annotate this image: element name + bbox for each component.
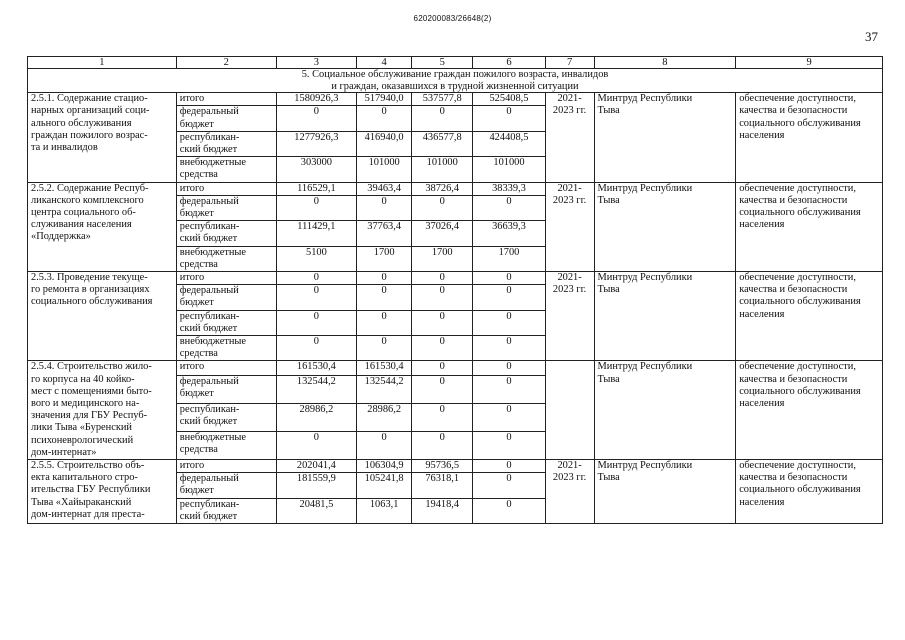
amount-cell: 161530,4 (357, 361, 412, 376)
funding-source (176, 376, 276, 404)
period-line: 2023 гг. (552, 194, 587, 206)
amount-cell: 0 (473, 376, 545, 404)
result-line: населения (739, 129, 785, 141)
funding-source-line: бюджет (179, 208, 214, 220)
column-number: 6 (473, 57, 545, 69)
description-line: нарных организаций соци- (31, 105, 150, 117)
period-line: 2023 гг. (552, 284, 587, 296)
executor-line: Тыва (597, 105, 620, 117)
funding-source (176, 336, 276, 361)
funding-source-line: бюджет (179, 118, 214, 130)
description-line: мест с помещениями быто- (31, 385, 152, 397)
funding-source-line: федеральный (179, 285, 239, 297)
column-number: 5 (412, 57, 473, 69)
description-line: екта капитального стро- (31, 472, 138, 484)
result-line: обеспечение доступности, (739, 272, 856, 284)
description-line: ликанского комплексного (31, 194, 144, 206)
program-table (27, 56, 883, 524)
funding-source (176, 460, 276, 473)
amount-cell: 37026,4 (412, 221, 473, 246)
column-number: 1 (28, 57, 177, 69)
description-line: та и инвалидов (31, 142, 98, 153)
funding-source (176, 432, 276, 460)
measure-description (28, 272, 177, 361)
amount-cell: 132544,2 (276, 376, 357, 404)
funding-source (176, 285, 276, 310)
period (545, 460, 594, 524)
amount-cell: 76318,1 (412, 473, 473, 498)
executor (594, 272, 736, 361)
amount-cell: 1700 (357, 246, 412, 271)
measure-description (28, 182, 177, 271)
amount-cell: 424408,5 (473, 131, 545, 156)
executor-line: Минтруд Республики (597, 182, 693, 194)
funding-source-line: бюджет (179, 297, 214, 309)
executor-line: Тыва (597, 284, 620, 296)
result-line: обеспечение доступности, (739, 182, 856, 194)
result-line: социального обслуживания (739, 117, 861, 129)
amount-cell: 0 (473, 272, 545, 285)
table-row (28, 361, 883, 376)
description-line: Тыва «Хайыраканский (31, 496, 132, 508)
period (545, 272, 594, 361)
funding-source (176, 195, 276, 220)
amount-cell: 0 (276, 195, 357, 220)
expected-result (736, 93, 883, 182)
funding-source (176, 361, 276, 376)
executor-line: Тыва (597, 472, 620, 484)
amount-cell: 0 (412, 336, 473, 361)
description-line: психоневрологический (31, 434, 134, 446)
result-line: населения (739, 219, 785, 231)
funding-source-line: итого (179, 93, 205, 105)
amount-cell: 0 (473, 498, 545, 523)
amount-cell: 38726,4 (412, 182, 473, 195)
amount-cell: 0 (412, 310, 473, 335)
description-line: ального обслуживания (31, 117, 132, 129)
amount-cell: 0 (276, 336, 357, 361)
funding-source-line: ский бюджет (179, 233, 238, 245)
period (545, 361, 594, 460)
funding-source-line: бюджет (179, 485, 214, 497)
funding-source-line: ский бюджет (179, 144, 238, 155)
amount-cell: 1580926,3 (276, 93, 357, 106)
description-line: 2.5.1. Содержание стацио- (31, 93, 148, 105)
amount-cell: 111429,1 (276, 221, 357, 246)
amount-cell: 0 (357, 195, 412, 220)
description-line: 2.5.3. Проведение текуще- (31, 272, 148, 284)
result-line: населения (739, 398, 785, 410)
funding-source (176, 404, 276, 432)
funding-source (176, 473, 276, 498)
amount-cell: 5100 (276, 246, 357, 271)
amount-cell: 303000 (276, 157, 357, 182)
amount-cell: 132544,2 (357, 376, 412, 404)
result-line: качества и безопасности (739, 373, 848, 385)
amount-cell: 1700 (412, 246, 473, 271)
funding-source-line: федеральный (179, 376, 239, 387)
description-line: социального обслуживания (31, 296, 153, 308)
column-number: 7 (545, 57, 594, 69)
amount-cell: 0 (473, 361, 545, 376)
description-line: 2.5.4. Строительство жило- (31, 361, 152, 373)
funding-source-line: республикан- (179, 498, 240, 510)
amount-cell: 101000 (357, 157, 412, 182)
description-line: значения для ГБУ Респуб- (31, 410, 148, 422)
funding-source (176, 157, 276, 182)
measure-description (28, 93, 177, 182)
amount-cell: 0 (357, 310, 412, 335)
period-line: 2021- (557, 272, 582, 284)
funding-source (176, 131, 276, 156)
expected-result (736, 460, 883, 524)
section-title (28, 69, 883, 93)
amount-cell: 0 (412, 376, 473, 404)
funding-source-line: внебюджетные (179, 432, 247, 444)
amount-cell: 1700 (473, 246, 545, 271)
executor-line: Минтруд Республики (597, 93, 693, 105)
executor-line: Минтруд Республики (597, 460, 693, 472)
funding-source-line: ский бюджет (179, 322, 238, 334)
funding-source-line: республикан- (179, 310, 240, 322)
funding-source-line: ский бюджет (179, 510, 238, 522)
executor-line: Тыва (597, 373, 620, 385)
description-line: центра социального об- (31, 207, 136, 219)
amount-cell: 39463,4 (357, 182, 412, 195)
funding-source-line: ский бюджет (179, 416, 238, 428)
result-line: качества и безопасности (739, 472, 848, 484)
amount-cell: 0 (473, 336, 545, 361)
amount-cell: 28986,2 (357, 404, 412, 432)
amount-cell: 36639,3 (473, 221, 545, 246)
funding-source (176, 246, 276, 271)
table-row (28, 93, 883, 106)
amount-cell: 0 (276, 432, 357, 460)
description-line: вого и медицинского на- (31, 398, 140, 410)
funding-source (176, 221, 276, 246)
column-number: 4 (357, 57, 412, 69)
amount-cell: 0 (276, 310, 357, 335)
executor-line: Тыва (597, 194, 620, 206)
amount-cell: 28986,2 (276, 404, 357, 432)
amount-cell: 0 (412, 404, 473, 432)
column-number: 2 (176, 57, 276, 69)
description-line: го ремонта в организациях (31, 284, 150, 296)
amount-cell: 517940,0 (357, 93, 412, 106)
amount-cell: 101000 (412, 157, 473, 182)
measure-description (28, 361, 177, 460)
funding-source-line: бюджет (179, 388, 214, 400)
funding-source-line: итого (179, 460, 205, 472)
amount-cell: 116529,1 (276, 182, 357, 195)
amount-cell: 19418,4 (412, 498, 473, 523)
amount-cell: 0 (357, 285, 412, 310)
amount-cell: 0 (473, 310, 545, 335)
executor (594, 93, 736, 182)
result-line: социального обслуживания (739, 484, 861, 496)
amount-cell: 95736,5 (412, 460, 473, 473)
amount-cell: 0 (412, 195, 473, 220)
funding-source-line: республикан- (179, 221, 240, 233)
executor-line: Минтруд Республики (597, 361, 693, 373)
description-line: граждан пожилого возрас- (31, 129, 148, 141)
description-line: дом-интернат для преста- (31, 508, 145, 520)
amount-cell: 0 (276, 272, 357, 285)
amount-cell: 0 (473, 404, 545, 432)
amount-cell: 0 (473, 432, 545, 460)
column-number: 9 (736, 57, 883, 69)
description-line: 2.5.5. Строительство объ- (31, 460, 145, 472)
funding-source-line: средства (179, 444, 218, 456)
funding-source-line: средства (179, 258, 218, 270)
period-line: 2021- (557, 460, 582, 472)
table-row (28, 272, 883, 285)
funding-source-line: итого (179, 361, 205, 373)
amount-cell: 0 (357, 336, 412, 361)
period (545, 93, 594, 182)
funding-source-line: внебюджетные (179, 157, 247, 169)
amount-cell: 0 (412, 285, 473, 310)
column-number: 3 (276, 57, 357, 69)
table-row (28, 182, 883, 195)
amount-cell: 0 (276, 285, 357, 310)
executor-line: Минтруд Республики (597, 272, 693, 284)
expected-result (736, 272, 883, 361)
document-id: 620200083/26648(2) (413, 14, 492, 23)
funding-source-line: итого (179, 182, 205, 194)
amount-cell: 436577,8 (412, 131, 473, 156)
amount-cell: 0 (473, 460, 545, 473)
description-line: дом-интернат» (31, 446, 97, 458)
funding-source (176, 182, 276, 195)
funding-source-line: средства (179, 348, 218, 360)
section-title-row (28, 69, 883, 93)
column-numbers-row (28, 57, 883, 69)
funding-source (176, 106, 276, 131)
amount-cell: 202041,4 (276, 460, 357, 473)
expected-result (736, 182, 883, 271)
result-line: обеспечение доступности, (739, 361, 856, 373)
amount-cell: 105241,8 (357, 473, 412, 498)
period-line: 2023 гг. (552, 472, 587, 484)
amount-cell: 0 (412, 361, 473, 376)
result-line: населения (739, 308, 785, 320)
amount-cell: 0 (276, 106, 357, 131)
executor (594, 361, 736, 460)
result-line: качества и безопасности (739, 194, 848, 206)
amount-cell: 0 (357, 106, 412, 131)
amount-cell: 0 (412, 272, 473, 285)
result-line: социального обслуживания (739, 207, 861, 219)
amount-cell: 106304,9 (357, 460, 412, 473)
funding-source (176, 272, 276, 285)
funding-source-line: республикан- (179, 404, 240, 416)
funding-source (176, 310, 276, 335)
result-line: социального обслуживания (739, 385, 861, 397)
funding-source-line: федеральный (179, 473, 239, 485)
funding-source-line: федеральный (179, 195, 239, 207)
amount-cell: 181559,9 (276, 473, 357, 498)
funding-source (176, 93, 276, 106)
amount-cell: 0 (357, 432, 412, 460)
amount-cell: 38339,3 (473, 182, 545, 195)
amount-cell: 1277926,3 (276, 131, 357, 156)
amount-cell: 1063,1 (357, 498, 412, 523)
description-line: ительства ГБУ Республики (31, 484, 151, 496)
executor (594, 460, 736, 524)
description-line: го корпуса на 40 койко- (31, 373, 135, 385)
amount-cell: 525408,5 (473, 93, 545, 106)
funding-source-line: внебюджетные (179, 246, 247, 258)
funding-source-line: средства (179, 169, 218, 181)
section-title-line: и граждан, оказавшихся в трудной жизненной ситуации (331, 80, 579, 92)
amount-cell: 161530,4 (276, 361, 357, 376)
funding-source (176, 498, 276, 523)
funding-source-line: федеральный (179, 106, 239, 118)
amount-cell: 0 (473, 285, 545, 310)
amount-cell: 101000 (473, 157, 545, 182)
description-line: «Поддержка» (31, 231, 91, 243)
measure-description (28, 460, 177, 524)
description-line: лики Тыва «Буренский (31, 422, 132, 434)
amount-cell: 20481,5 (276, 498, 357, 523)
executor (594, 182, 736, 271)
amount-cell: 537577,8 (412, 93, 473, 106)
description-line: служивания населения (31, 219, 132, 231)
period-line: 2021- (557, 93, 582, 105)
amount-cell: 0 (473, 195, 545, 220)
result-line: обеспечение доступности, (739, 460, 856, 472)
amount-cell: 0 (357, 272, 412, 285)
result-line: качества и безопасности (739, 105, 848, 117)
result-line: обеспечение доступности, (739, 93, 856, 105)
result-line: населения (739, 496, 785, 508)
table-row (28, 460, 883, 473)
amount-cell: 37763,4 (357, 221, 412, 246)
page-number: 37 (865, 29, 878, 44)
period-line: 2021- (557, 182, 582, 194)
description-line: 2.5.2. Содержание Респуб- (31, 182, 149, 194)
amount-cell: 416940,0 (357, 131, 412, 156)
result-line: социального обслуживания (739, 296, 861, 308)
amount-cell: 0 (412, 432, 473, 460)
funding-source-line: республикан- (179, 131, 240, 143)
expected-result (736, 361, 883, 460)
section-title-line: 5. Социальное обслуживание граждан пожилого возраста, инвалидов (301, 69, 609, 80)
amount-cell: 0 (412, 106, 473, 131)
amount-cell: 0 (473, 473, 545, 498)
funding-source-line: внебюджетные (179, 336, 247, 348)
period (545, 182, 594, 271)
column-number: 8 (594, 57, 736, 69)
period-line: 2023 гг. (552, 105, 587, 117)
result-line: качества и безопасности (739, 284, 848, 296)
funding-source-line: итого (179, 272, 205, 284)
amount-cell: 0 (473, 106, 545, 131)
